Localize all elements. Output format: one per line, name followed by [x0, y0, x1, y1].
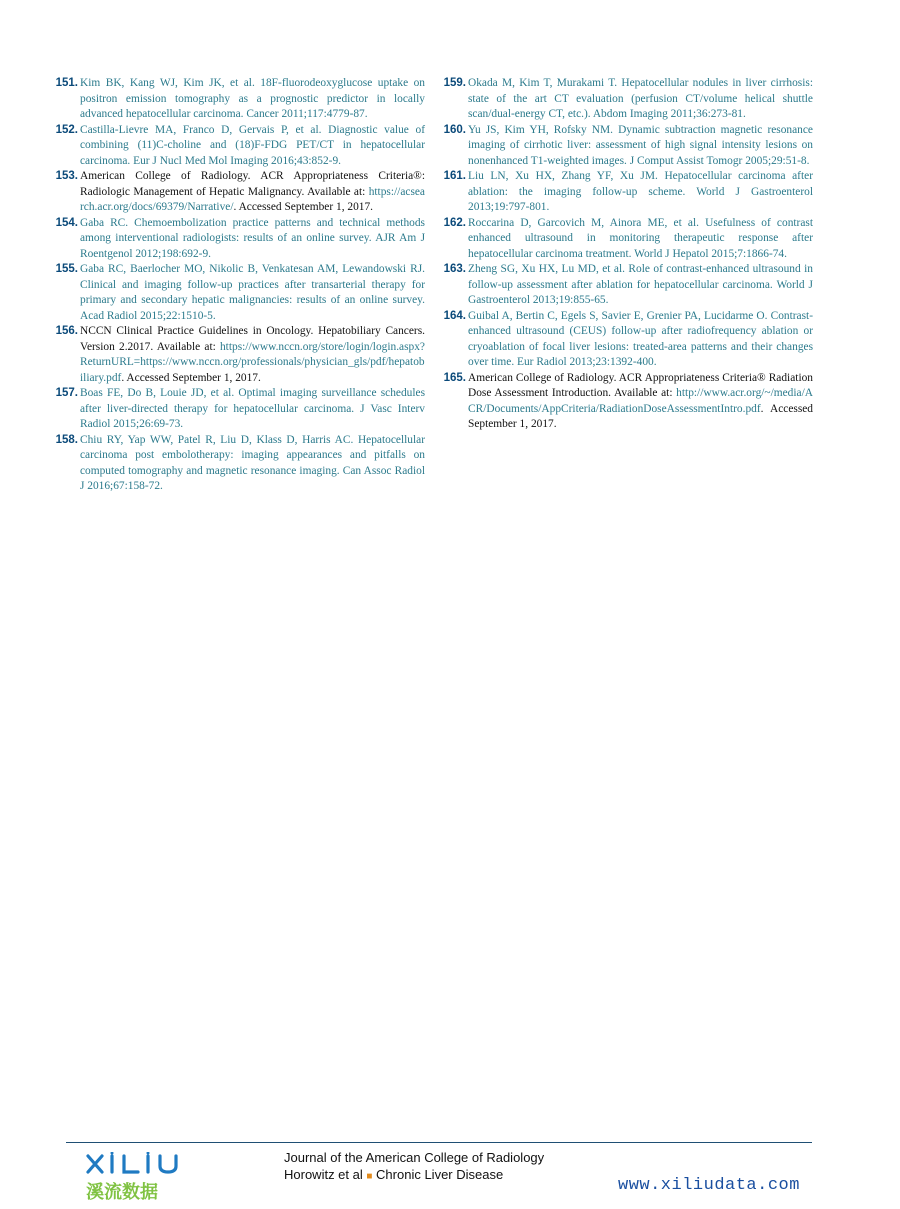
reference-item[interactable] — [53, 262, 425, 324]
journal-footer — [284, 1149, 544, 1185]
reference-text-link[interactable]: Gaba RC. Chemoembolization practice patterns and technical methods among interventional radiologists: results of an online survey. AJR Am J Roentgenol 2012;198:692-9. — [80, 216, 425, 260]
reference-item — [441, 371, 813, 433]
reference-item[interactable] — [441, 76, 813, 123]
reference-text-link[interactable]: Zheng SG, Xu HX, Lu MD, et al. Role of contrast-enhanced ultrasound in follow-up assessment after ablation for hepatocellular carcinoma. World J Gastroenterol 2013;19:855-65. — [468, 263, 813, 306]
xiliu-logo — [84, 1152, 224, 1202]
reference-number: 164. — [443, 309, 466, 322]
reference-item[interactable] — [441, 309, 813, 371]
reference-number: 159. — [443, 77, 466, 89]
reference-text-link[interactable]: Yu JS, Kim YH, Rofsky NM. Dynamic subtraction magnetic resonance imaging of cirrhotic liver: assessment of high signal intensity lesions on nonenhanced T1-weighted images. J Comput Assist Tomogr 2005;29:51-8. — [468, 123, 813, 167]
reference-number: 158. — [55, 433, 78, 446]
separator-square-icon: ■ — [366, 1171, 373, 1182]
reference-text-link[interactable]: Guibal A, Bertin C, Egels S, Savier E, Grenier PA, Lucidarme O. Contrast-enhanced ultrasound (CEUS) follow-up after radiofrequency ablation or cryoablation of focal liver lesions: treated-area patterns and their changes over time. Eur Radiol 2013;23:1392-400. — [468, 309, 813, 368]
reference-column-right — [441, 76, 813, 433]
reference-text: NCCN Clinical Practice Guidelines in Oncology. Hepatobiliary Cancers. Version 2.2017. Available at: — [80, 325, 425, 353]
reference-accessed-text: . Accessed September 1, 2017. — [468, 402, 813, 430]
reference-item — [53, 324, 425, 386]
reference-accessed-text: . Accessed September 1, 2017. — [121, 371, 261, 384]
reference-text-link[interactable]: Castilla-Lievre MA, Franco D, Gervais P, et al. Diagnostic value of combining (11)C-choline and (18)F-FDG PET/CT in hepatocellular carcinoma. Eur J Nucl Med Mol Imaging 2016;43:852-9. — [80, 123, 425, 167]
journal-title: Journal of the American College of Radiology — [284, 1150, 545, 1165]
reference-number: 163. — [443, 263, 466, 275]
reference-text-link[interactable]: Chiu RY, Yap WW, Patel R, Liu D, Klass D, Harris AC. Hepatocellular carcinoma post embolotherapy: imaging appearances and pitfalls on computed tomography and magnetic resonance imaging. Can Assoc Radiol J 2016;67:158-72. — [80, 433, 425, 492]
reference-item[interactable] — [53, 123, 425, 170]
reference-url-link[interactable]: https://www.nccn.org/store/login/login.aspx?ReturnURL=https://www.nccn.org/professionals/physician_gls/pdf/hepatobiliary.pdf — [80, 340, 425, 384]
reference-number: 155. — [55, 263, 78, 275]
reference-text-link[interactable]: Roccarina D, Garcovich M, Ainora ME, et al. Usefulness of contrast enhanced ultrasound in monitoring therapeutic response after hepatocellular carcinoma treatment. World J Hepatol 2015;7:1866-74. — [468, 216, 813, 260]
reference-text-link[interactable]: Okada M, Kim T, Murakami T. Hepatocellular nodules in liver cirrhosis: state of the art CT evaluation (perfusion CT/volume helical shuttle scan/dual-energy CT, etc.). Abdom Imaging 2011;36:273-81. — [468, 77, 813, 120]
reference-number: 154. — [55, 216, 78, 229]
reference-url-link[interactable]: http://www.acr.org/~/media/ACR/Documents/AppCriteria/RadiationDoseAssessmentIntro.pdf — [468, 387, 813, 415]
reference-text-link[interactable]: Kim BK, Kang WJ, Kim JK, et al. 18F-fluorodeoxyglucose uptake on positron emission tomography as a prognostic predictor in locally advanced hepatocellular carcinoma. Cancer 2011;117:4779-87. — [80, 77, 425, 120]
reference-number: 156. — [55, 325, 78, 337]
reference-number: 160. — [443, 123, 466, 136]
reference-url-link[interactable]: https://acsearch.acr.org/docs/69379/Narrative/ — [80, 185, 425, 213]
reference-number: 161. — [443, 170, 466, 182]
reference-text-link[interactable]: Gaba RC, Baerlocher MO, Nikolic B, Venkatesan AM, Lewandowski RJ. Clinical and imaging follow-up practices after transarterial therapy for primary and secondary hepatic malignancies: results of an online survey. Acad Radiol 2015;22:1510-5. — [80, 263, 425, 322]
logo-chinese-text: 溪流数据 — [86, 1182, 158, 1202]
footer-divider — [66, 1142, 812, 1143]
reference-item[interactable] — [441, 216, 813, 263]
running-head-topic: Chronic Liver Disease — [376, 1167, 504, 1182]
reference-number: 157. — [55, 387, 78, 399]
reference-item[interactable] — [441, 262, 813, 309]
reference-number: 165. — [443, 371, 466, 384]
reference-item[interactable] — [441, 123, 813, 170]
reference-text: American College of Radiology. ACR Appropriateness Criteria®: Radiologic Management of Hepatic Malignancy. Available at: — [80, 170, 425, 198]
reference-number: 151. — [55, 77, 78, 89]
reference-number: 162. — [443, 216, 466, 229]
reference-text: American College of Radiology. ACR Appropriateness Criteria® Radiation Dose Assessment Introduction. Available at: — [468, 371, 813, 399]
reference-text-link[interactable]: Boas FE, Do B, Louie JD, et al. Optimal imaging surveillance schedules after liver-directed therapy for hepatocellular carcinoma. J Vasc Interv Radiol 2015;26:69-73. — [80, 387, 425, 430]
reference-item — [53, 169, 425, 216]
reference-item[interactable] — [441, 169, 813, 216]
reference-item[interactable] — [53, 386, 425, 433]
reference-text-link[interactable]: Liu LN, Xu HX, Zhang YF, Xu JM. Hepatocellular carcinoma after ablation: the imaging follow-up scheme. World J Gastroenterol 2013;19:797-801. — [468, 170, 813, 213]
reference-item[interactable] — [53, 433, 425, 495]
reference-item[interactable] — [53, 216, 425, 263]
website-url[interactable]: www.xiliudata.com — [618, 1176, 800, 1195]
reference-item[interactable] — [53, 76, 425, 123]
reference-column-left — [53, 76, 425, 495]
running-head-authors: Horowitz et al — [284, 1167, 363, 1182]
running-head — [284, 1166, 544, 1185]
reference-number: 152. — [55, 123, 78, 136]
reference-accessed-text: . Accessed September 1, 2017. — [233, 201, 374, 213]
reference-number: 153. — [55, 170, 78, 182]
